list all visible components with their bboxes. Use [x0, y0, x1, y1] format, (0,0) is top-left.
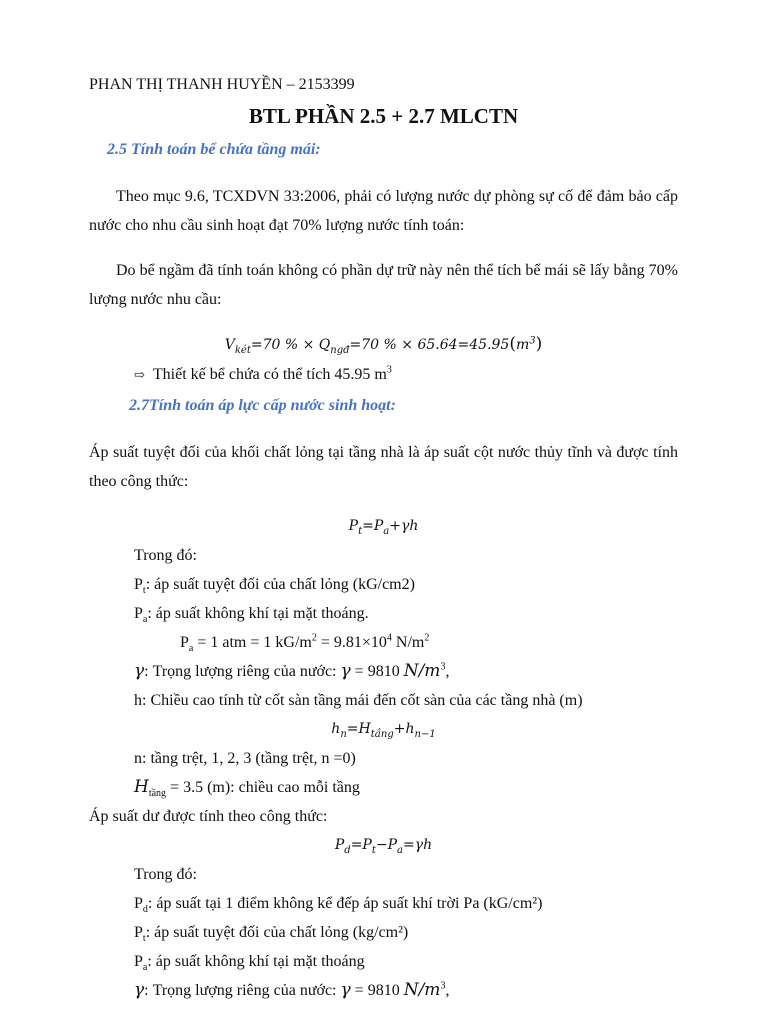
pt-definition: $P_t$: áp suất tuyệt đối của chất lỏng (kG/cm2) — [134, 576, 415, 597]
pa-definition: $P_a$: áp suất không khí tại mặt thoáng. — [134, 605, 369, 626]
n-definition: n: tầng trệt, 1, 2, 3 (tầng trệt, n =0) — [134, 750, 356, 767]
h-definition: h: Chiều cao tính từ cốt sàn tầng mái đến cốt sàn của các tầng nhà (m) — [134, 692, 583, 709]
document-body — [89, 70, 678, 1005]
pd-definition: $P_d$: áp suất tại 1 điểm không kể đếp áp suất khí trời Pa (kG/cm²) — [134, 895, 543, 916]
gamma-definition-2: γ: Trọng lượng riêng của nước: γ = 9810 $N/m^3$, — [134, 980, 450, 1000]
pa-value: $P_a = 1$ atm = 1 $kG/m^2 = 9.81\times 10^4$ $N/m^2$ — [180, 632, 430, 655]
trong-do-label-2: Trong đó: — [134, 866, 197, 883]
formula-hn: $h_n=H_{tầng}+h_{n-1}$ — [331, 721, 436, 740]
formula-pd: $P_d=P_t-P_a=\gamma h$ — [334, 837, 433, 856]
document-title: BTL PHẦN 2.5 + 2.7 MLCTN — [248, 104, 519, 128]
pd-intro: Áp suất dư được tính theo công thức: — [89, 808, 328, 825]
formula-v-ket: $V_{két}=70$ % × $Q_{ngđ}=70$ % × $65.64=45.95(m^3)$ — [224, 334, 543, 356]
paragraph-2-7-1: Áp suất tuyệt đối của khối chất lỏng tại tầng nhà là áp suất cột nước thủy tĩnh và được tính theo công thức: — [89, 444, 678, 490]
heading-section-2-5: 2.5 Tính toán bể chứa tầng mái: — [107, 141, 321, 158]
trong-do-label: Trong đó: — [134, 547, 197, 564]
arrow-right-icon: ⇨ — [134, 367, 145, 382]
heading-section-2-7: 2.7Tính toán áp lực cấp nước sinh hoạt: — [129, 397, 396, 414]
paragraph-2-5-2: Do bể ngầm đã tính toán không có phần dự trữ này nên thể tích bể mái sẽ lấy bằng 70% lượng nước nhu cầu: — [89, 262, 678, 308]
htang-definition: $H_{tầng} = 3.5$ (m): chiều cao mỗi tầng — [134, 777, 360, 800]
conclusion-line: ⇨ Thiết kế bể chứa có thể tích 45.95 $m^3$ — [89, 360, 678, 389]
pa-definition-2: $P_a$: áp suất không khí tại mặt thoáng — [134, 953, 365, 974]
formula-pt: $P_t=P_a+\gamma h$ — [348, 518, 419, 537]
pt-definition-2: $P_t$: áp suất tuyệt đối của chất lỏng (kg/cm²) — [134, 924, 409, 945]
gamma-definition: γ: Trọng lượng riêng của nước: γ = 9810 $N/m^3$, — [134, 661, 450, 681]
author-line: PHAN THỊ THANH HUYỀN – 2153399 — [89, 76, 355, 93]
paragraph-2-5-1: Theo mục 9.6, TCXDVN 33:2006, phải có lượng nước dự phòng sự cố để đảm bảo cấp nước cho nhu cầu sinh hoạt đạt 70% lượng nước tính toán: — [89, 188, 678, 234]
